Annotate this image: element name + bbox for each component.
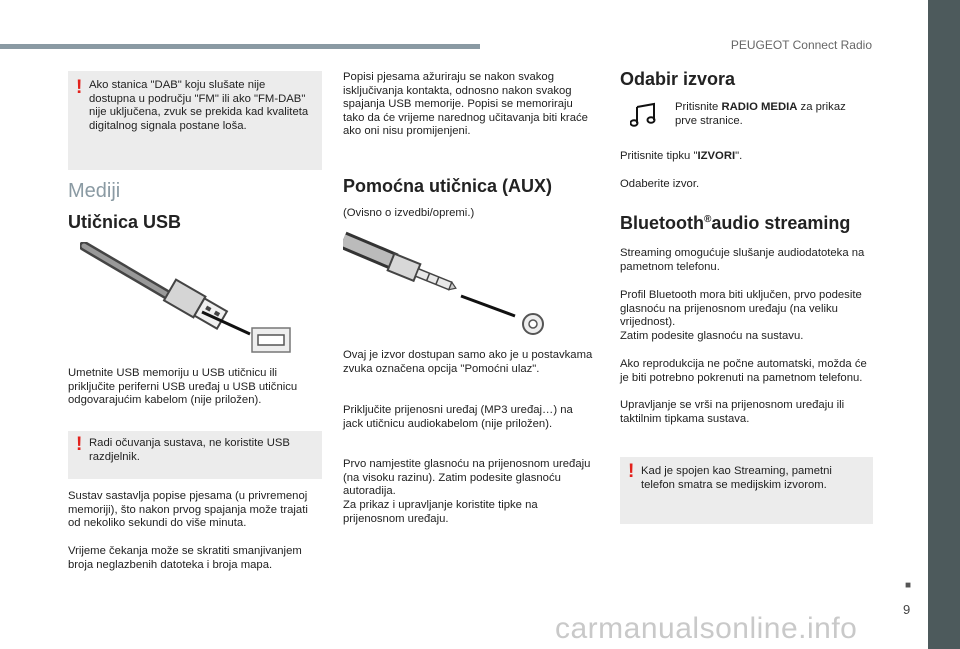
usb-instructions: Umetnite USB memoriju u USB utičnicu ili priključite periferni USB uređaj u USB utičnicu odgovarajućim kabelom (nije priložen).	[68, 367, 298, 406]
source-tab-pre: Pritisnite tipku "	[620, 150, 698, 162]
playlist-text: Popisi pjesama ažuriraju se nakon svakog isključivanja kontakta, odnosno nakon svakog spajanja USB memorije. Popisi se memoriraju tako da će vrijeme narednog učitavanja biti kraće ako oni nisu promijenjeni.	[343, 71, 588, 137]
bt-text-1: Streaming omogućuje slušanje audiodatoteka na pametnom telefonu.	[620, 247, 865, 273]
source-press-text: Pritisnite	[675, 101, 722, 113]
warning-note-streaming	[620, 457, 873, 524]
source-rest-text: za prikaz prve stranice.	[675, 101, 846, 127]
watermark-text: carmanualsonline.info	[555, 612, 858, 645]
music-note-icon	[630, 102, 658, 128]
usb-plug	[164, 280, 228, 331]
aux-title: Pomoćna utičnica (AUX)	[343, 176, 553, 196]
aux-text-2: Priključite prijenosni uređaj (MP3 uređaj…) na jack utičnicu audiokabelom (nije priložen).	[343, 404, 573, 430]
bt-text-3b: Upravljanje se vrši na prijenosnom uređaju ili taktilnim tipkama sustava.	[620, 399, 845, 425]
warning-icon: !	[76, 77, 83, 98]
bluetooth-title-rest: audio streaming	[711, 213, 851, 233]
source-instruction	[675, 101, 865, 128]
bt-text-2a: Profil Bluetooth mora biti uključen, prvo podesite glasnoću na prijenosnom uređaju (na veliku vrijednost).	[620, 289, 862, 328]
aux-note: (Ovisno o izvedbi/opremi.)	[343, 207, 475, 219]
registered-mark: ®	[703, 214, 712, 225]
header-rule	[0, 44, 480, 49]
bt-text-3a: Ako reprodukcija ne počne automatski, možda će je biti potrebno pokrenuti na pametnom telefonu.	[620, 358, 867, 384]
header-title: PEUGEOT Connect Radio	[730, 38, 872, 52]
warning-text: Kad je spojen kao Streaming, pametni telefon smatra se medijskim izvorom.	[641, 465, 832, 491]
section-title-mediji: Mediji	[68, 180, 121, 202]
page-marker: ■	[905, 580, 912, 591]
warning-note-dab	[68, 71, 322, 170]
aux-plug	[388, 254, 460, 297]
bluetooth-title-main: Bluetooth	[620, 213, 704, 233]
aux-text-3a: Prvo namjestite glasnoću na prijenosnom uređaju (na visoku razinu). Zatim podesite glasnoću autoradija.	[343, 458, 591, 497]
izvori-key: IZVORI	[697, 150, 736, 162]
warning-note-hub	[68, 431, 322, 479]
aux-jack-illustration	[343, 228, 553, 340]
source-tab-post: ".	[735, 150, 743, 162]
aux-pointer-line	[461, 296, 515, 316]
sync-text-1: Sustav sastavlja popise pjesama (u privremenoj memoriji), što nakon prvog spajanja može trajati od nekoliko sekundi do više minuta.	[68, 490, 308, 529]
bluetooth-title	[620, 213, 850, 234]
side-tab-bar	[928, 0, 960, 649]
warning-icon: !	[76, 434, 83, 455]
usb-illustration	[80, 242, 295, 354]
aux-text-3b: Za prikaz i upravljanje koristite tipke na prijenosnom uređaju.	[343, 499, 538, 525]
source-tab-instruction	[620, 150, 873, 164]
source-title: Odabir izvora	[620, 69, 736, 89]
bt-text-2b: Zatim podesite glasnoću na sustavu.	[620, 330, 804, 342]
aux-text-1: Ovaj je izvor dostupan samo ako je u postavkama zvuka označena opcija "Pomoćni ulaz".	[343, 349, 593, 375]
warning-icon: !	[628, 461, 635, 482]
page-number: 9	[903, 602, 911, 617]
warning-text: Radi očuvanja sustava, ne koristite USB razdjelnik.	[89, 437, 290, 463]
radio-media-key: RADIO MEDIA	[721, 101, 798, 113]
usb-title: Utičnica USB	[68, 212, 182, 232]
source-select-text: Odaberite izvor.	[620, 178, 700, 190]
sync-text-2: Vrijeme čekanja može se skratiti smanjivanjem broja neglazbenih datoteka i broja mapa.	[68, 545, 302, 571]
warning-text: Ako stanica "DAB" koju slušate nije dostupna u području "FM" ili ako "FM-DAB" nije uključena, zvuk se prekida kad kvaliteta digitalnog signala postane loša.	[89, 79, 309, 132]
